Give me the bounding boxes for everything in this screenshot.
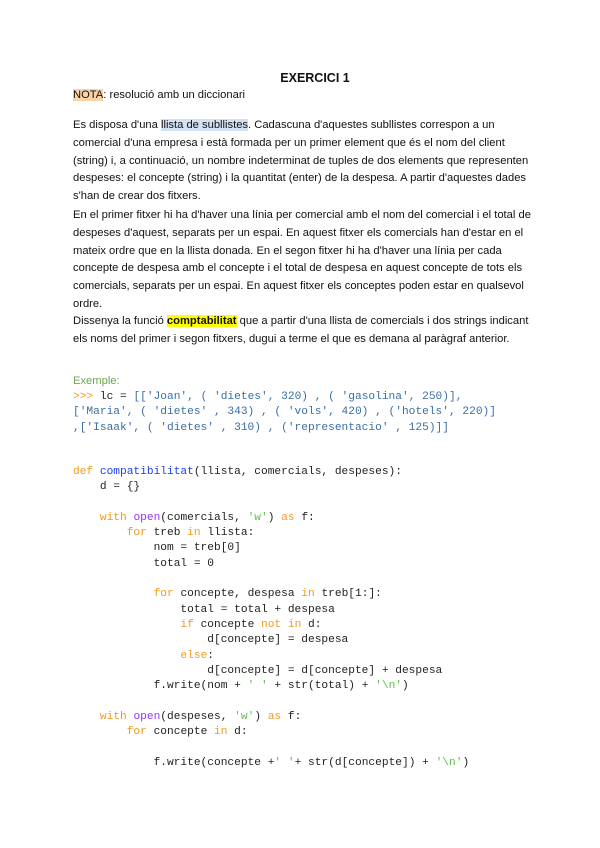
text-line xyxy=(73,664,469,679)
example-label: Exemple: xyxy=(73,375,120,387)
segment-plain xyxy=(73,512,100,524)
segment-st: '\n' xyxy=(435,756,463,769)
segment: (string) i, a continuació, un nombre indeterminat de tuples de dos elements que representen xyxy=(73,154,529,167)
text-line xyxy=(73,313,543,331)
segment-plain: llista: xyxy=(200,527,255,540)
text-line xyxy=(73,710,469,725)
text-line xyxy=(73,649,469,664)
segment: mateix ordre que en la llista donada. En el segon fitxer hi ha d'haver una línia per cada xyxy=(73,244,502,257)
text-line xyxy=(73,465,469,480)
segment-st: ' ' xyxy=(274,756,295,769)
segment-plain: lc = xyxy=(99,391,134,403)
segment: concepte de despesa amb el concepte i el total de despesa en aquest concepte de tots els xyxy=(73,262,523,275)
segment-kw: in xyxy=(187,527,201,540)
text-line xyxy=(73,87,543,105)
segment: : resolució amb un diccionari xyxy=(103,89,246,101)
segment-plain xyxy=(73,650,180,662)
segment-plain: + str(total) + xyxy=(267,680,376,693)
text-line xyxy=(73,496,469,511)
segment-kw: for xyxy=(153,588,174,601)
text-line xyxy=(73,694,469,709)
segment-plain xyxy=(73,588,154,600)
segment-kw: in xyxy=(301,588,315,601)
segment-plain: d = {} xyxy=(73,481,141,494)
text-line xyxy=(73,541,469,556)
paragraph-task xyxy=(73,313,543,349)
segment-hl-orange: NOTA xyxy=(73,89,104,101)
segment-plain: (comercials, xyxy=(160,511,248,524)
note-line xyxy=(73,87,543,105)
text-line xyxy=(73,557,469,572)
text-line xyxy=(73,117,543,135)
segment-plain: nom = treb[0] xyxy=(73,542,241,555)
segment-kw: as xyxy=(267,710,282,723)
segment-st: ' ' xyxy=(247,680,268,693)
segment: que a partir d'una llista de comercials i dos strings indicant xyxy=(236,315,529,327)
segment-kw: with xyxy=(99,511,134,524)
text-line xyxy=(73,243,543,261)
text-line xyxy=(73,390,496,405)
segment: Dissenya la funció xyxy=(73,315,167,327)
segment-kw: for xyxy=(126,726,147,739)
segment-plain xyxy=(73,527,127,539)
segment-fn: compatibilitat xyxy=(99,466,194,478)
segment-kw: not in xyxy=(261,618,302,631)
text-line xyxy=(73,421,496,436)
text-line xyxy=(73,135,543,153)
segment: comercial d'una empresa i està formada per un primer element que és el nom del client xyxy=(73,136,505,149)
segment-plain: total = 0 xyxy=(73,557,214,570)
segment-plain: : xyxy=(207,649,214,662)
segment-plain: ) xyxy=(402,680,409,693)
segment-st: 'w' xyxy=(247,511,268,524)
segment-kw: else xyxy=(180,649,208,662)
segment-plain xyxy=(73,711,100,723)
text-line xyxy=(73,480,469,495)
text-line xyxy=(73,511,469,526)
document-title: EXERCICI 1 xyxy=(280,71,350,85)
segment-kw: if xyxy=(180,618,194,631)
text-line xyxy=(73,603,469,618)
segment-kw: as xyxy=(281,511,295,524)
segment-plain: concepte xyxy=(193,618,261,631)
segment-plain: treb[1:]: xyxy=(314,588,382,601)
segment: . Cadascuna d'aquestes subllistes correspon a un xyxy=(248,119,495,131)
segment: Es disposa d'una xyxy=(73,119,161,131)
text-line xyxy=(73,278,543,296)
text-line xyxy=(73,207,543,225)
segment: En el primer fitxer hi ha d'haver una línia per comercial amb el nom del comercial i el total de xyxy=(73,209,531,221)
paragraph-files xyxy=(73,207,543,314)
segment-hl-blue: llista de subllistes xyxy=(160,119,249,131)
text-line xyxy=(73,587,469,602)
segment-lit: ['Maria', ( 'dietes' , 343) , ( 'vols', 420) , ('hotels', 220)] xyxy=(73,406,496,419)
text-line xyxy=(73,756,469,771)
text-line xyxy=(73,526,469,541)
segment-kw: in xyxy=(214,726,228,739)
segment-kw: for xyxy=(126,527,147,540)
segment-bi: open xyxy=(133,511,161,524)
solution-code xyxy=(73,465,469,771)
segment: ordre. xyxy=(73,297,103,310)
segment-kw: with xyxy=(99,710,134,723)
segment-kw: def xyxy=(73,466,100,478)
segment: despeses: el concepte (string) i la quantitat (enter) de la despesa. A partir d'aquestes dades xyxy=(73,172,527,185)
segment-plain xyxy=(73,619,180,631)
segment-plain: f.write(nom + xyxy=(73,680,248,693)
segment-plain: d: xyxy=(227,726,248,739)
paragraph-description xyxy=(73,117,543,206)
segment-plain: d[concepte] = d[concepte] + despesa xyxy=(73,664,443,677)
text-line xyxy=(73,225,543,243)
segment-plain: d: xyxy=(301,618,322,631)
segment: s'han de crear dos fitxers. xyxy=(73,190,201,203)
segment-plain: d[concepte] = despesa xyxy=(73,634,349,647)
segment: els noms del primer i segon fitxers, dugui a terme el que es demana al paràgraf anterior. xyxy=(73,332,510,345)
segment-plain: ) xyxy=(462,756,470,769)
text-line xyxy=(73,296,543,314)
segment-plain: (llista, comercials, despeses): xyxy=(193,466,402,478)
segment-plain: concepte, despesa xyxy=(173,588,302,601)
text-line xyxy=(73,331,543,349)
segment-plain: ) xyxy=(267,511,282,524)
text-line xyxy=(73,618,469,633)
segment-st: '\n' xyxy=(375,680,402,693)
segment-plain: + str(d[concepte]) + xyxy=(294,756,436,769)
text-line xyxy=(73,740,469,755)
text-line xyxy=(73,572,469,587)
segment-plain: f: xyxy=(294,511,315,524)
segment-plain: f: xyxy=(281,710,302,723)
segment-st: 'w' xyxy=(234,710,255,723)
text-line xyxy=(73,153,543,171)
segment-prompt: >>> xyxy=(73,391,100,403)
segment: despeses d'aquest, separats per un espai. En aquest fitxer els comercials han d'estar en el xyxy=(73,226,524,239)
text-line xyxy=(73,188,543,206)
segment-plain: concepte xyxy=(146,726,215,739)
segment-plain: ) xyxy=(254,710,268,723)
text-line xyxy=(73,170,543,188)
segment: comercials, separats per un espai. En aquest fitxer els conceptes poden estar en qualsevol xyxy=(73,280,524,293)
text-line xyxy=(73,260,543,278)
text-line xyxy=(73,725,469,740)
segment-plain: (despeses, xyxy=(160,710,235,723)
segment-plain: total = total + despesa xyxy=(73,603,335,616)
segment-lit: [['Joan', ( 'dietes', 320) , ( 'gasolina', 250)], xyxy=(133,391,463,403)
text-line xyxy=(73,679,469,694)
text-line xyxy=(73,405,496,420)
example-code xyxy=(73,390,496,436)
segment-lit: ,['Isaak', ( 'dietes' , 310) , ('representacio' , 125)]] xyxy=(73,421,449,434)
segment-plain: f.write(concepte + xyxy=(73,756,275,769)
text-line xyxy=(73,633,469,648)
segment-hl-yellow: comptabilitat xyxy=(166,315,237,327)
segment-bi: open xyxy=(133,710,161,723)
segment-plain: treb xyxy=(146,527,188,540)
segment-plain xyxy=(73,726,127,738)
